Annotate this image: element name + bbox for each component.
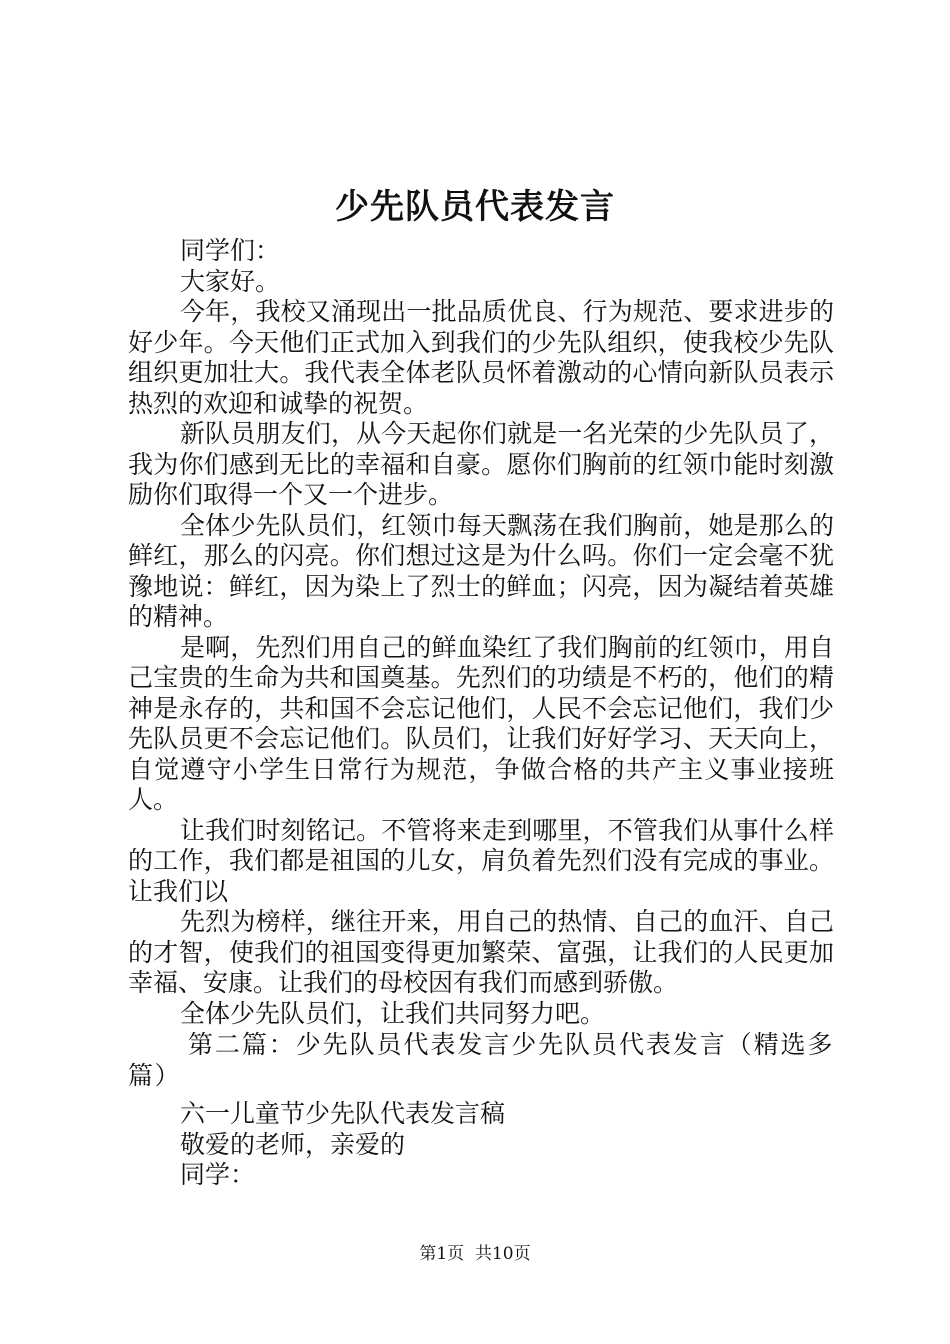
document-body [128, 236, 834, 1191]
paragraph: 六一儿童节少先队代表发言稿 [180, 1099, 506, 1128]
paragraph: 今年，我校又涌现出一批品质优良、行为规范、要求进步的好少年。今天他们正式加入到我们的少先队组织，使我校少先队组织更加壮大。我代表全体老队员怀着激动的心情向新队员表示热烈的欢迎和诚挚的祝贺。 [128, 297, 834, 418]
paragraph: 新队员朋友们，从今天起你们就是一名光荣的少先队员了，我为你们感到无比的幸福和自豪。愿你们胸前的红领巾能时刻激励你们取得一个又一个进步。 [128, 419, 834, 509]
page-footer: 第1页 共10页 [419, 1244, 531, 1264]
paragraph: 同学： [180, 1160, 256, 1189]
paragraph-hello: 大家好。 [180, 266, 281, 296]
section-heading: 第二篇：少先队员代表发言少先队员代表发言（精选多篇） [128, 1030, 834, 1090]
paragraph: 全体少先队员们，红领巾每天飘荡在我们胸前，她是那么的鲜红，那么的闪亮。你们想过这是为什么吗。你们一定会毫不犹豫地说：鲜红，因为染上了烈士的鲜血；闪亮，因为凝结着英雄的精神。 [128, 510, 834, 631]
document-title: 少先队员代表发言 [335, 187, 615, 227]
paragraph: 先烈为榜样，继往开来，用自己的热情、自己的血汗、自己的才智，使我们的祖国变得更加繁荣、富强，让我们的人民更加幸福、安康。让我们的母校因有我们而感到骄傲。 [128, 907, 834, 997]
paragraph-greeting: 同学们： [180, 236, 281, 265]
paragraph: 让我们时刻铭记。不管将来走到哪里，不管我们从事什么样的工作，我们都是祖国的儿女，肩负着先烈们没有完成的事业。让我们以 [128, 815, 834, 906]
paragraph: 敬爱的老师，亲爱的 [180, 1129, 406, 1159]
paragraph: 全体少先队员们，让我们共同努力吧。 [180, 998, 606, 1028]
paragraph: 是啊，先烈们用自己的鲜血染红了我们胸前的红领巾，用自己宝贵的生命为共和国奠基。先烈们的功绩是不朽的，他们的精神是永存的，共和国不会忘记他们，人民不会忘记他们，我们少先队员更不会忘记他们。队员们，让我们好好学习、天天向上，自觉遵守小学生日常行为规范，争做合格的共产主义事业接班人。 [128, 632, 834, 814]
